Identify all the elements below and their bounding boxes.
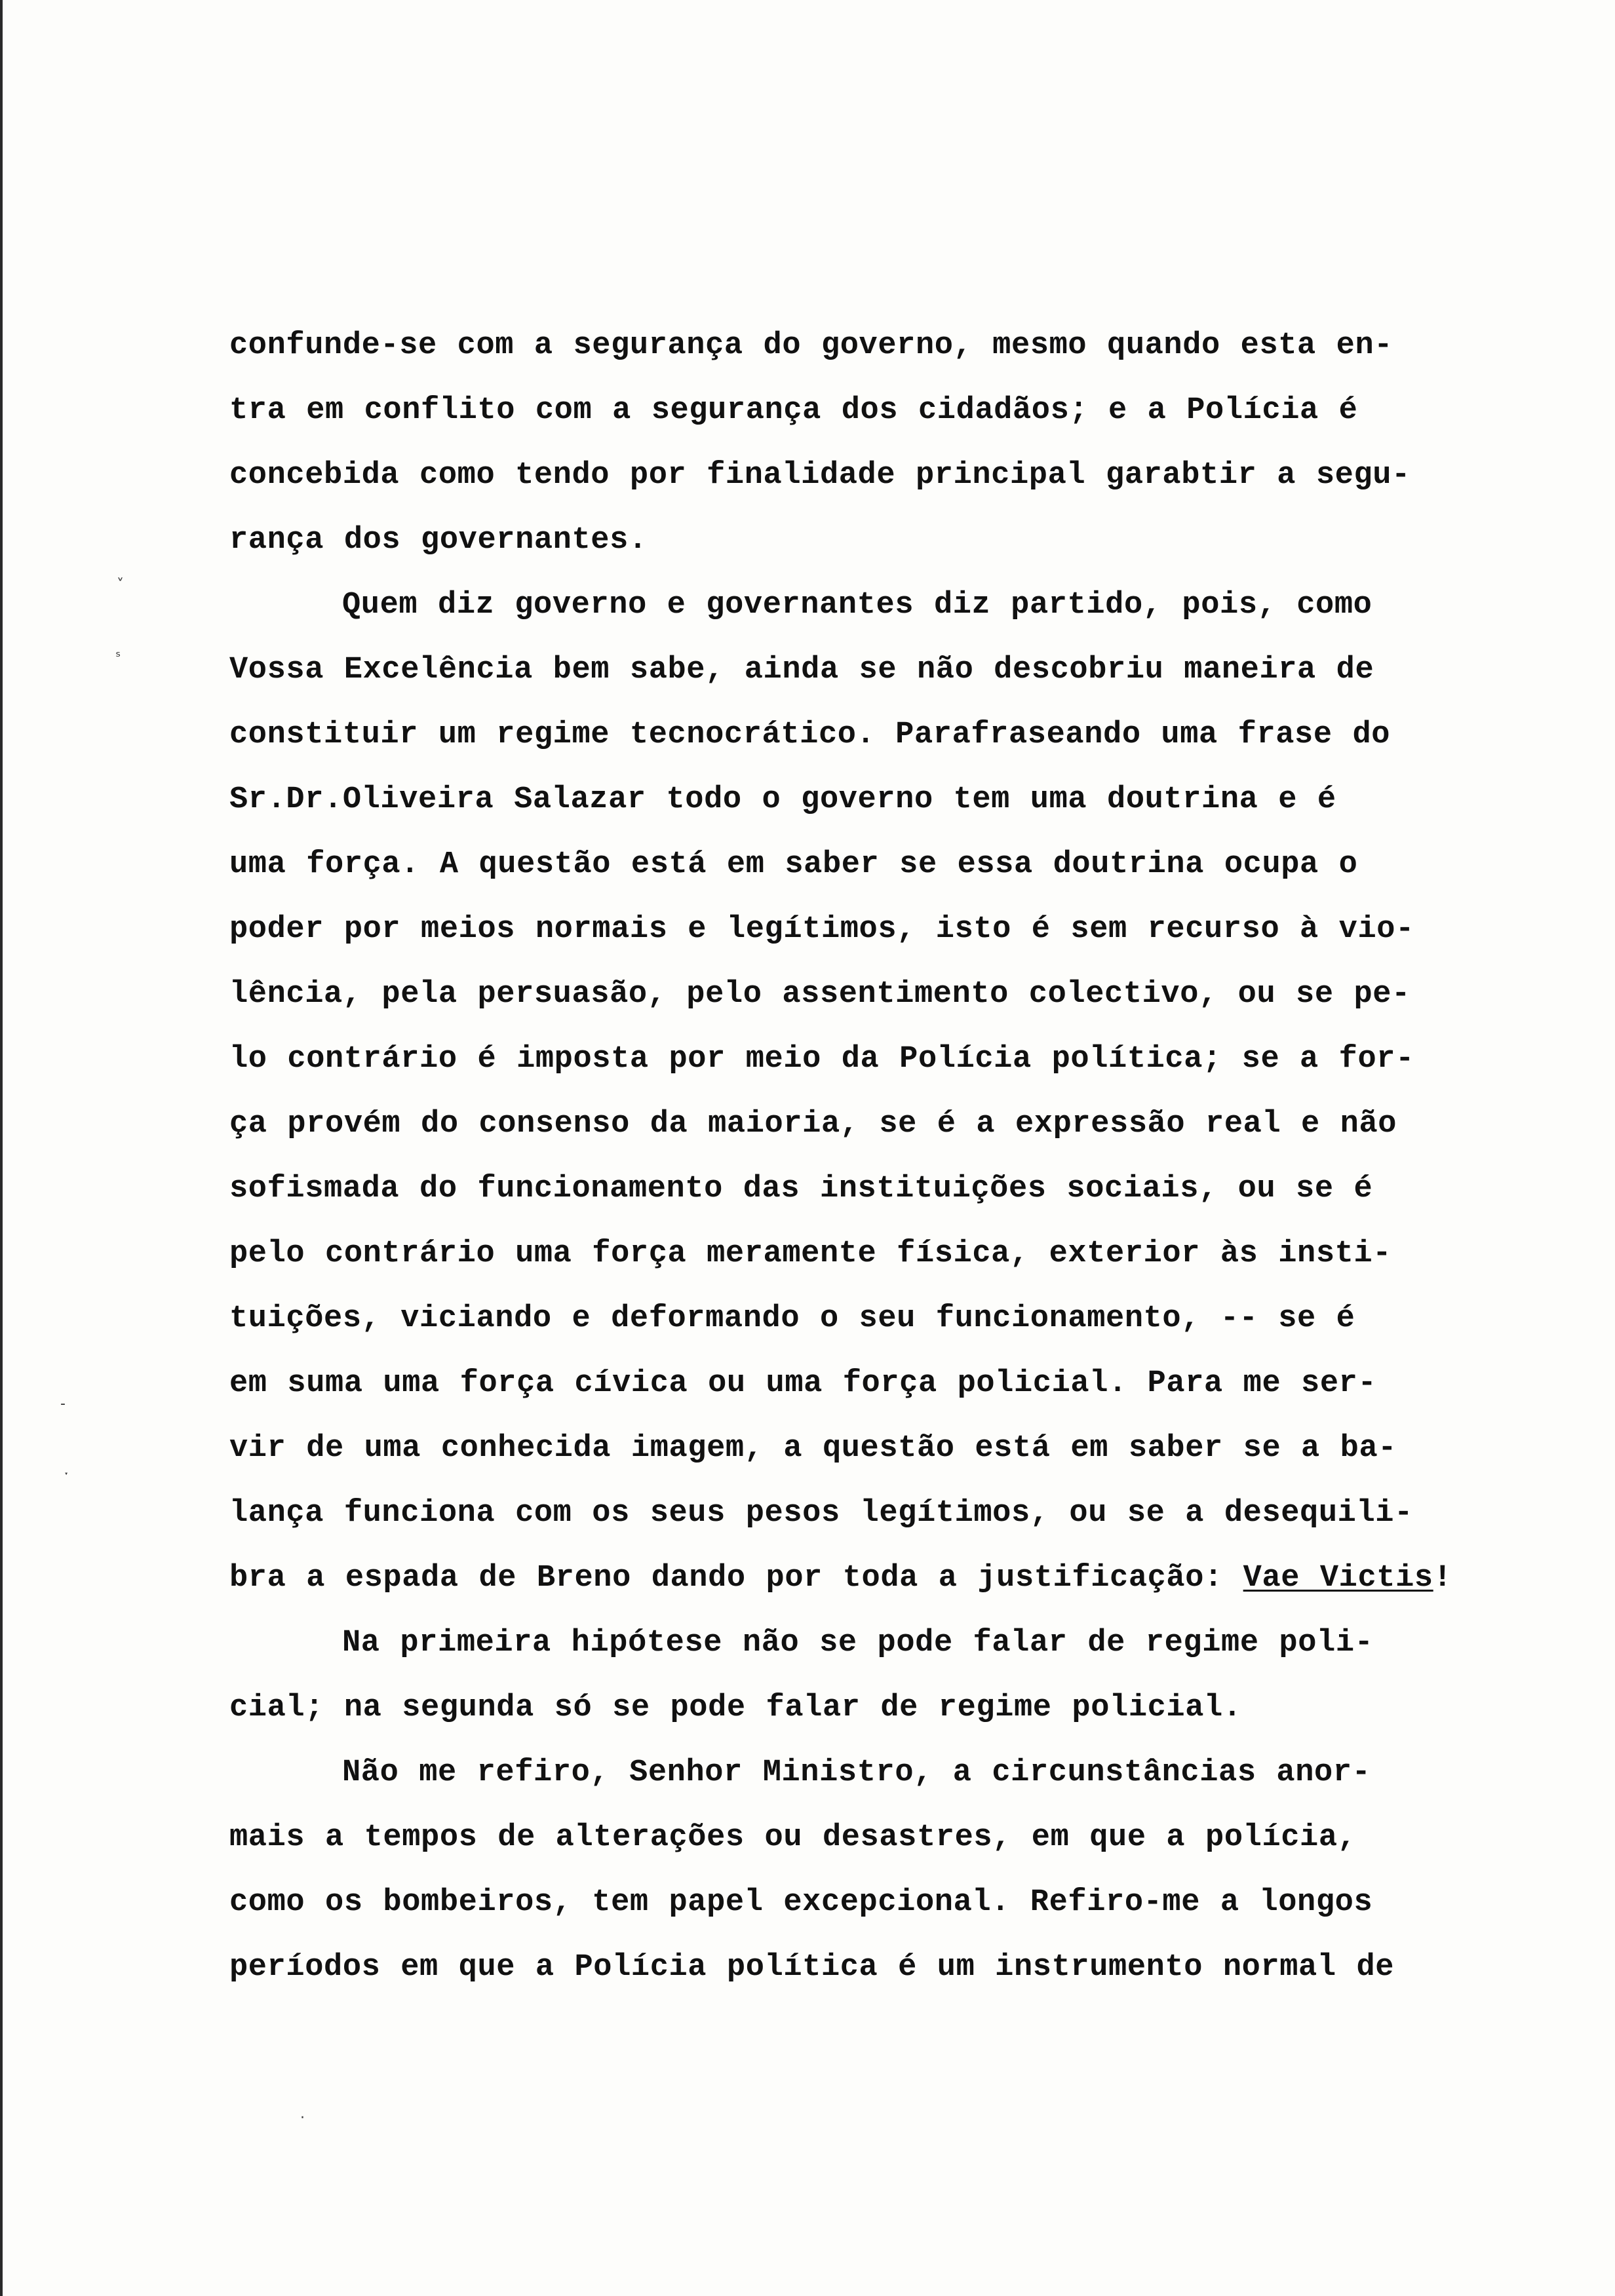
exclamation: ! [1433, 1561, 1452, 1596]
text-line: cial; na segunda só se pode falar de regime policial. [229, 1691, 1242, 1725]
text-line: Sr.Dr.Oliveira Salazar todo o governo tem uma doutrina e é [229, 782, 1336, 817]
text-line: rança dos governantes. [229, 523, 648, 558]
text-line: ça provém do consenso da maioria, se é a expressão real e não [229, 1107, 1397, 1141]
text-line: tra em conflito com a segurança dos cidadãos; e a Polícia é [229, 393, 1358, 428]
margin-speck: - [60, 1396, 66, 1412]
text-line: Quem diz governo e governantes diz partido, pois, como [342, 588, 1372, 622]
margin-speck: ˅ [117, 577, 124, 593]
typescript-body [229, 313, 1481, 2000]
text-line: poder por meios normais e legítimos, isto é sem recurso à vio- [229, 912, 1414, 947]
text-line: lência, pela persuasão, pelo assentimento colectivo, ou se pe- [229, 977, 1411, 1012]
text-line: em suma uma força cívica ou uma força policial. Para me ser- [229, 1366, 1377, 1401]
margin-speck: ˑ [64, 1468, 69, 1484]
text-line-with-emphasis [229, 1546, 1481, 1611]
text-line: uma força. A questão está em saber se essa doutrina ocupa o [229, 847, 1358, 882]
text-line: tuições, viciando e deformando o seu funcionamento, -- se é [229, 1301, 1355, 1336]
text-line: períodos em que a Polícia política é um instrumento normal de [229, 1950, 1395, 1985]
text-line: constituir um regime tecnocrático. Parafraseando uma frase do [229, 718, 1391, 752]
text-line: como os bombeiros, tem papel excepcional. Refiro-me a longos [229, 1885, 1373, 1920]
text-line: vir de uma conhecida imagem, a questão está em saber se a ba- [229, 1431, 1397, 1466]
text-line: Vossa Excelência bem sabe, ainda se não descobriu maneira de [229, 653, 1374, 687]
text-line: bra a espada de Breno dando por toda a justificação: [229, 1561, 1243, 1596]
scan-left-edge [0, 0, 3, 2296]
text-line: Na primeira hipótese não se pode falar de regime poli- [342, 1626, 1374, 1660]
latin-phrase: Vae Victis [1243, 1561, 1433, 1596]
text-line: Não me refiro, Senhor Ministro, a circunstâncias anor- [342, 1755, 1371, 1790]
margin-speck: ˢ [115, 649, 121, 665]
text-line: lança funciona com os seus pesos legítimos, ou se a desequili- [229, 1496, 1413, 1531]
text-line: lo contrário é imposta por meio da Polícia política; se a for- [229, 1042, 1414, 1077]
text-line: pelo contrário uma força meramente física, exterior às insti- [229, 1236, 1392, 1271]
text-line: sofismada do funcionamento das instituições sociais, ou se é [229, 1172, 1373, 1206]
text-line: concebida como tendo por finalidade principal garabtir a segu- [229, 458, 1411, 493]
text-line: mais a tempos de alterações ou desastres, em que a polícia, [229, 1820, 1357, 1855]
text-line: confunde-se com a segurança do governo, mesmo quando esta en- [229, 328, 1393, 363]
margin-speck: · [300, 2110, 305, 2126]
